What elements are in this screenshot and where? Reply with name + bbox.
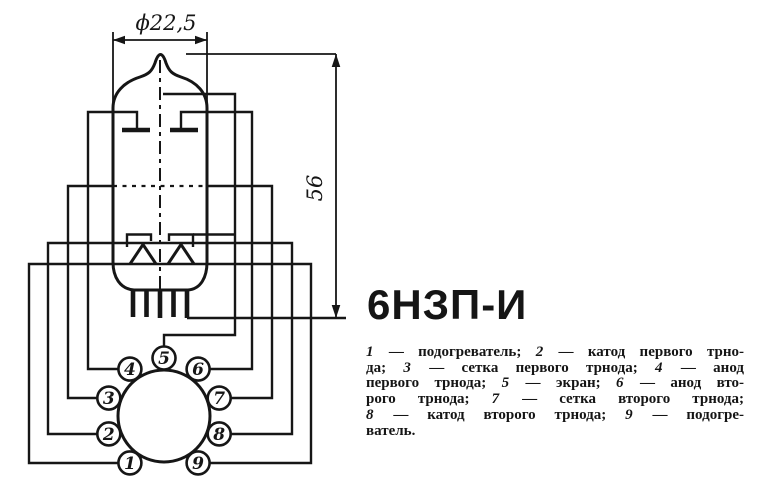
socket-pin-5 [153,347,176,370]
legend-line: 1 — подогреватель; 2 — катод первого трно- [366,344,744,360]
legend-line: да; 3 — сетка первого трнода; 4 — анод [366,359,744,376]
height-dimension-label: 56 [303,174,327,202]
heater-peak-right [168,245,194,265]
legend-line: первого трнода; 5 — экран; 6 — анод вто- [366,375,744,392]
wire-cathode [48,243,292,434]
tube-base-pins [133,291,187,318]
wire-anode-2 [181,112,252,369]
socket-pin-2 [97,422,120,445]
socket-pin-4 [118,358,141,381]
socket-pin-1 [118,451,141,474]
socket-pin-number: 6 [192,360,205,381]
legend-line: 8 — катод второго трнода; 9 — подогре- [366,406,745,423]
wiring-lines [29,94,346,463]
tube-pinout-drawing [0,0,360,484]
screen-bracket-left [127,235,151,248]
socket-pin-number: 2 [102,424,115,445]
socket-pin-number: 3 [102,389,115,410]
socket-pin-number: 5 [158,349,170,369]
legend-line: рого трнода; 7 — сетка второго трнода; [366,391,744,408]
socket-pin-6 [187,358,210,381]
legend-line: ватель. [366,422,416,439]
socket-pin-number: 1 [123,453,136,474]
socket-pin-number: 9 [192,453,205,474]
diameter-dimension-label: ϕ22,5 [135,11,197,35]
wire-grid-left [68,186,113,398]
socket-pin-8 [208,422,231,445]
socket-pin-3 [97,387,120,410]
socket-pin-number: 7 [213,389,226,410]
socket-pin-9 [187,451,210,474]
socket-pin-7 [208,387,231,410]
socket-pin-number: 4 [123,360,136,381]
tube-type-label: 6НЗП-И [367,281,528,328]
socket-circle [118,370,210,462]
heater-peak-left [130,245,156,265]
wire-grid-right [207,186,272,398]
legend [366,345,744,439]
socket-pin-number: 8 [213,424,226,445]
